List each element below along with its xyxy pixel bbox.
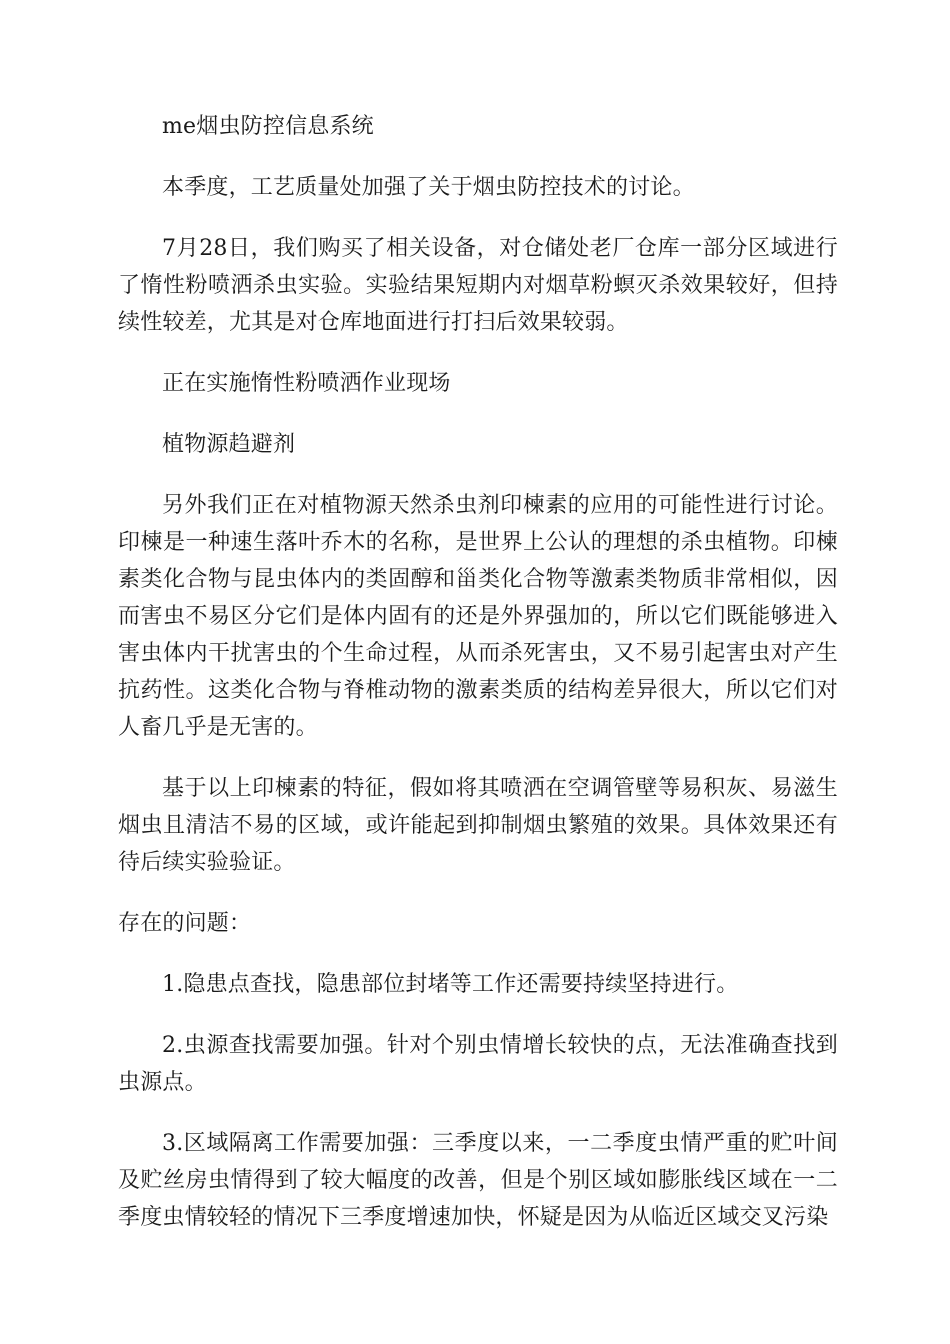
proposal-paragraph: 基于以上印楝素的特征，假如将其喷洒在空调管壁等易积灰、易滋生烟虫且清洁不易的区域，或许能起到抑制烟虫繁殖的效果。具体效果还有待后续实验验证。: [118, 776, 838, 875]
document-title: me烟虫防控信息系统: [162, 114, 374, 139]
issue-item-3: 3.区域隔离工作需要加强：三季度以来，一二季度虫情严重的贮叶间及贮丝房虫情得到了较大幅度的改善，但是个别区域如膨胀线区域在一二季度虫情较轻的情况下三季度增速加快，怀疑是因为从临近区域交叉污染: [118, 1131, 838, 1230]
section-subheading: 植物源趋避剂: [162, 432, 296, 457]
issue-item-2: 2.虫源查找需要加强。针对个别虫情增长较快的点，无法准确查找到虫源点。: [118, 1033, 838, 1095]
photo-caption: 正在实施惰性粉喷洒作业现场: [162, 371, 451, 396]
issues-heading: 存在的问题：: [118, 911, 252, 936]
document-page: [118, 108, 838, 1260]
experiment-paragraph: 7月28日，我们购买了相关设备，对仓储处老厂仓库一部分区域进行了惰性粉喷洒杀虫实验。实验结果短期内对烟草粉螟灭杀效果较好，但持续性较差，尤其是对仓库地面进行打扫后效果较弱。: [118, 236, 838, 335]
intro-paragraph: 本季度，工艺质量处加强了关于烟虫防控技术的讨论。: [162, 175, 695, 200]
neem-paragraph: 另外我们正在对植物源天然杀虫剂印楝素的应用的可能性进行讨论。印楝是一种速生落叶乔木的名称，是世界上公认的理想的杀虫植物。印楝素类化合物与昆虫体内的类固醇和甾类化合物等激素类物质非常相似，因而害虫不易区分它们是体内固有的还是外界强加的，所以它们既能够进入害虫体内干扰害虫的个生命过程，从而杀死害虫，又不易引起害虫对产生抗药性。这类化合物与脊椎动物的激素类质的结构差异很大，所以它们对人畜几乎是无害的。: [118, 493, 838, 740]
issue-item-1: 1.隐患点查找，隐患部位封堵等工作还需要持续坚持进行。: [162, 972, 739, 997]
